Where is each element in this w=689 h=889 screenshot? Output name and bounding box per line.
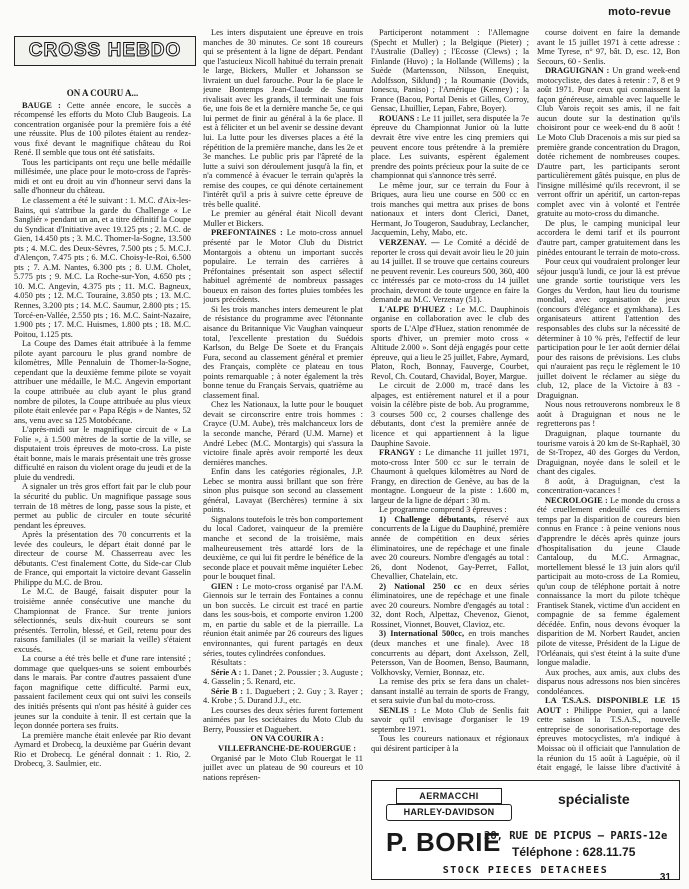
paragraph-text: course doivent en faire la demande avant le 15 juillet 1971 à cette adresse : Mme Tyrese, n° 97, bât. D, esc. 12, Bon Secours, 60 - Senlis. (537, 28, 680, 66)
paragraph-lead: LA T.S.A.S. DISPONIBLE LE 15 AOUT : (537, 696, 680, 715)
paragraph-lead: BAUGE : (22, 100, 61, 110)
paragraph-lead: GIEN : (211, 581, 239, 591)
paragraph (537, 66, 680, 219)
paragraph (537, 696, 680, 772)
paragraph-lead: DRAGUIGNAN : (545, 66, 610, 76)
paragraph-text: 1. Daguebert ; 2. Guy ; 3. Rayer ; 4. Krobe ; 5. Durand J.J., etc. (203, 686, 363, 706)
paragraph-text: Résultats : (211, 658, 247, 668)
paragraph-text: en trois manches (deux manches et une finale). Avec 18 concurrents au départ, dont Axelsson, Zell, Petersson, Van de Boomen, Benso, Baumann, Volkhovsky, Vernier, Bonnaz, etc. (371, 629, 529, 677)
paragraph-text: Le Comité a décidé de reporter le cross qui devait avoir lieu le 20 juin au 14 juillet. Il se trouve que certains coureurs ne peuvent revenir. Les coureurs 500, 360, 400 cc intéressés par ce moto-cross du 14 juillet prochain, devront de toute urgence en faire la demande au M.C. Verzenay (51). (371, 238, 529, 305)
paragraph-text: Si les trois manches inters demeurent le plat de résistance du programme avec l'étonnante aisance du Britannique Vic Vaughan vainqueur total, l'excellente prestation du Suédois Karlson, du Belge De Soete et du Français Fura, second au classement général et premier des Français, complète ce plateau en tous points remarquable ; à noter également la très bonne tenue du Français Servais, quatrième au classement final. (203, 304, 363, 400)
paragraph-text: Le premier au général était Nicoll devant Muller et Bickers. (203, 209, 363, 228)
paragraph-text: Le monde du cross a été cruellement endeuillé ces derniers temps par la disparition de coureurs bien connus en France : à peine venions nous d'apprendre le décès après quinze jours d'hospitalisation du jeune Claude Cantaloup, du M.C. Armagnac, mortellement blessé le 13 juin alors qu'il participait au moto-cross de La Romieu, qu'un coup de téléphone portait à notre connaissance la mort du pilote tchèque Frantisek Stanek, victime d'un accident en compagnie de sa femme également décédée. Enfin, nous devons évoquer la disparition de M. Norbert Raudet, ancien pilote de vitesse, Président de la Ligue de l'Orléanais, qui s'est éteint à la suite d'une longue maladie. (537, 495, 680, 668)
paragraph (537, 429, 680, 477)
paragraph-text: Chez les Nationaux, la lutte pour le bouquet devait se circonscrire entre trois hommes : Crayce (U.M. Aube), très malchanceux lors de la seconde manche, Pérard (U.M. Marne) et André Lebec (M.C. Montargis) qui s'assura la victoire finale après avoir remporté les deux dernières manches. (203, 400, 363, 467)
paragraph-text: Tous les participants ont reçu une belle médaille millésimée, une place pour le moto-cross de l'après-midi et ont eu droit au vin d'honneur servi dans la salle d'honneur du château. (14, 157, 191, 196)
paragraph-text: Les courses des deux séries furent fortement animées par les sociétaires du Moto Club du Berry, Poussier et Daguebert. (203, 705, 363, 734)
paragraph-text: Participeront notamment : l'Allemagne (Specht et Muller) ; la Belgique (Pieter) ; l'Australie (Dalley) ; l'Ecosse (Clews) ; la Finlande (Huvo) ; la Hollande (Willems) ; la Suède (Martensson, Nilsson, Enequist, Adolfsson, Siklund) ; la Roumanie (Dovids, Ionescu, Paniso) ; l'Amérique (Kenney) ; la France (Bacou, Portal Denis et Gilles, Corroy, Gensac, Lhuillier, Lepan, Fabre, Boyer). (371, 28, 529, 114)
paragraph-lead: 3) International 500cc, (379, 629, 465, 639)
paragraph-lead: NECROLOGIE : (545, 495, 608, 505)
paragraph-text: L'après-midi sur le magnifique circuit de « La Folie », à 1.500 mètres de la sortie de la ville, se disputaient trois épreuves de moto-cross. La piste était bonne, mais le marais présentait une très grosse difficulté en raison du violent orage du jeudi et de la pluie du vendredi. (14, 425, 191, 482)
paragraph-lead: 2) National 250 cc (379, 581, 462, 591)
paragraph-text: Nous nous retrouverons nombreux le 8 août à Draguignan et nous ne le regretterons pas ! (537, 400, 680, 429)
paragraph (371, 28, 529, 114)
paragraph (371, 381, 529, 448)
paragraph-lead: 1) Challenge débutants, (379, 514, 476, 524)
paragraph (203, 209, 363, 228)
paragraph (14, 731, 191, 769)
paragraph-text: Le Moto Club de Senlis fait savoir qu'il envisage d'organiser le 19 septembre 1971. (371, 705, 529, 734)
paragraph (537, 28, 680, 66)
subheading-text: ON VA COURIR A : (250, 734, 324, 744)
paragraph-lead: Série A : (211, 667, 242, 677)
paragraph-text: Draguignan, plaque tournante du tourisme varois à 20 km de St-Raphaël, 30 de St-Tropez, 40 des Gorges du Verdon, Draguignan, noyée dans le soleil et le chant des cigales. (537, 428, 680, 477)
paragraph (14, 425, 191, 482)
section-title-box (14, 36, 196, 66)
paragraph (203, 515, 363, 582)
paragraph-text: Le M.C. Dauphinois organise en collaboration avec le club des sports de L'Alpe d'Huez, station renommée de sports d'hiver, un premier moto cross « Altitude 2.000 ». Sont déjà engagés pour cette épreuve, qui a lieu le 25 juillet, Fabre, Aymard, Platon, Roch, Bonnay, Fauverge, Courbet, Revol, Ch. Coutard, Chavidal, Boyer, Margue. (371, 304, 529, 381)
paragraph (203, 706, 363, 735)
paragraph (371, 706, 529, 735)
column-3 (371, 28, 529, 772)
paragraph (537, 257, 680, 400)
ad-brand-aermacchi: AERMACCHI (396, 788, 502, 804)
paragraph-text: Le classement a été le suivant : 1. M.C. d'Aix-les-Bains, qui s'attribue la garde du Challenge « Le Sangliér » pendant un an, et a titre définitif la Coupe du Syndicat d'Initiative avec 19.125 pts ; 2. M.C. de Gien, 14.450 pts ; 3. M.C. Thomer-la-Sogne, 13.500 pts ; 4. M.C. des Deux-Sèvres, 7.500 pts ; 5. M.C.J. d'Alençon, 7.475 pts ; 6. M.C. Choisy-le-Roi, 6.500 pts ; 7. A.M. Nantes, 6.300 pts ; 8. U.M. Cholet, 5.775 pts ; 9. M.C. La Roche-sur-Yon, 4.650 pts ; 10. M.C. Angevin, 4.375 pts ; 11. M.C. Bagneux, 4.050 pts ; 12. M.C. Touraine, 3.850 pts ; 13. M.C. Rennes, 3.200 pts ; 14. M.C. Saumur, 2.800 pts ; 15. Torcé-en-Vallée, 2.550 pts ; 16. M.C. Saint-Nazaire, 1.900 pts ; 17. M.C. Huismes, 1.800 pts ; 18. M.C. Poitou, 1.125 pts. (14, 196, 191, 339)
paragraph-lead: PREFONTAINES : (211, 228, 283, 238)
paragraph (14, 530, 191, 587)
paragraph-text: Le M.C. de Baugé, faisait disputer pour la troisième année consécutive une manche du Championnat de France. Sur trente juniors sélectionnés, seuls dix-huit coureurs se sont présentés. Terrolin, blessé, et Geil, retenu pour des raisons familiales (il se mariait la veille) s'étaient excusés. (14, 587, 191, 654)
paragraph-lead: VERZENAY. — (379, 238, 440, 248)
paragraph-text: Philippe Pomier, qui a lancé cette saison la T.S.A.S., nouvelle entreprise de sonorisation-reportage des épreuves motocyclistes, m'a indiqué à Moissac où il officiait que l'annulation de la réunion du 15 août à Laguépie, où il était engagé, le laisse libre d'activité à (537, 705, 680, 772)
paragraph-text: Le même jour, sur ce terrain du Four à Briques, aura lieu une course en 500 cc en trois manches qui mettra aux prises de bons nationaux et inters dont Clerici, Danet, Hermant, Jo Tougeron, Saudubray, Leclancher, Jacquemin, Lehy, Mabo, etc. (371, 180, 529, 238)
section-title: CROSS HEBDO (28, 40, 182, 61)
paragraph (203, 582, 363, 658)
paragraph (537, 496, 680, 668)
paragraph-text: Organisé par le Moto Club Rouergat le 11 juillet avec un plateau de 90 coureurs et 10 nations représen- (203, 753, 363, 782)
paragraph-text: Le circuit de 2.000 m, tracé dans les alpages, est entièrement naturel et il a pour voisin la célèbre piste de bob. Au programme, 3 courses 500 cc, 2 courses challenge des débutants, dont c'est la première année de licence et qui appartiennent à la ligue Dauphine Savoie. (371, 381, 529, 448)
paragraph (14, 482, 191, 530)
paragraph (371, 181, 529, 238)
paragraph (14, 158, 191, 196)
paragraph (203, 658, 363, 668)
subheading-text: VILLEFRANCHE-DE-ROUERGUE : (218, 744, 356, 754)
paragraph (371, 582, 529, 630)
paragraph (203, 28, 363, 209)
paragraph (203, 228, 363, 304)
paragraph (537, 668, 680, 697)
column-1 (14, 86, 191, 878)
paragraph (371, 238, 529, 305)
paragraph-text: De plus, le camping municipal leur accordera le demi tarif et ils pourront d'autre part, camper gratuitement dans les pinèdes entourant le terrain de moto-cross. (537, 218, 680, 257)
column-4-body (537, 28, 680, 772)
paragraph-text: Les inters disputaient une épreuve en trois manches de 30 minutes. Ce sont 18 coureurs qui se présentent à la ligne de départ. Pendant que l'astucieux Nicoll habitué du terrain prenait le large, Bickers, Muller et Johansson se livraient un duel farouche. Pour la 6e place le jeune Bontemps Jean-Claude de Saumur rivalisait avec les grands, il terminait une fois 6e, une fois 8e et la dernière manche 5e, ce qui lui permet de finir au général à la 6e place. Il est à féliciter et un bel avenir se dessine devant lui. La lutte pour les diverses places a été la répétition de la première manche, dans les 2e et 3e manches. Le public pris par l'âpreté de la lutte a suivi son déroulement jusqu'à la fin, et n'a commencé à évacuer le terrain qu'après la remise des coupes, ce qui dénote certainement l'intérêt qu'il a pris à suivre cette épreuve de très belle qualité. (203, 28, 363, 209)
ad-phone: Téléphone : 628.11.75 (512, 845, 636, 859)
paragraph-text: réservé aux concurrents de la Ligue du Dauphiné, première année de compétition en deux séries éliminatoires, une de repéchage et une finale avec 20 coureurs. Nombre d'engagés au total : 26, dont Nodenot, Gay-Perret, Fallot, Chevallier, Chatelain, etc. (371, 514, 529, 582)
paragraph-lead: SENLIS : (379, 705, 417, 715)
paragraph-lead: Série B : (211, 686, 244, 696)
paragraph-text: A signaler un très gros effort fait par le club pour la sécurité du public. Un magnifique passage sous terrain de 18 mètres de long, passe sous la piste, et permet au public de circuler en toute sécurité pendant les épreuves. (14, 482, 191, 530)
column-3-body (371, 28, 529, 754)
column-2 (203, 28, 363, 878)
paragraph-text: en deux séries éliminatoires, une de repéchage et une finale avec 20 coureurs. Nombre d'engagés au total : 32, dont Roch, Alpettaz, Chevenoz, Gienot, Rossinet, Vionnet, Bouvet, Clavioz, etc. (371, 581, 529, 629)
ad-address: 28, RUE DE PICPUS – PARIS-12e (484, 830, 668, 842)
paragraph (371, 305, 529, 381)
paragraph (371, 515, 529, 582)
paragraph-text: Le moto-cross annuel présenté par le Motor Club du District Montargois a obtenu un important succès populaire. Le terrain des carrières à Préfontaines présentait son aspect sélectif habituel agrémenté de nombreux passages boueux en raison des fortes pluies tombées les jours précédents. (203, 228, 363, 305)
column-1-body (14, 101, 191, 769)
paragraph-text: Le 11 juillet, sera disputée la 7e épreuve du Championnat Junior où la lutte devrait être vive entre les cinq premiers qui peuvent encore tous prétendre à la première place. Les suivants, espèrent également prendre des points précieux pour la suite de ce championnat qui s'annonce très serré. (371, 113, 529, 181)
paragraph-text: Tous les coureurs nationaux et régionaux qui désirent participer à la (371, 734, 529, 754)
paragraph (203, 467, 363, 515)
column-4 (537, 28, 680, 772)
paragraph-lead: ROUANS : (379, 113, 420, 123)
column-1-heading: ON A COURU A... (66, 88, 139, 98)
subheading (203, 734, 363, 744)
paragraph-text: Le moto-cross organisé par l'A.M. Giennois sur le terrain des Fontaines a connu un bon succès. Le circuit est tracé en partie dans les sous-bois, et comporte environ 1.200 m, en partie du sable et de la pierraille. La réunion était animée par 26 coureurs des ligues environnantes, qui furent partagés en deux séries, toutes cylindrées confondues. (203, 581, 363, 658)
paragraph (537, 477, 680, 496)
paragraph (14, 339, 191, 425)
paragraph-text: Le programme comprend 3 épreuves : (379, 505, 507, 515)
ad-shop-name: P. BORIE (386, 827, 501, 857)
paragraph-text: Aux proches, aux amis, aux clubs des disparus nous adressons nos bien sincères condoléances. (537, 667, 680, 696)
ad-brand-harley-davidson: HARLEY-DAVIDSON (386, 804, 512, 821)
paragraph (203, 668, 363, 687)
paragraph-text: La Coupe des Dames était attribuée à la femme pilote ayant parcouru le plus grand nombre de kilomètres, Mlle Pennaluin de Thomer-la-Sogne, cependant que la deuxième femme pilote se voyait attribuer une médaille, le M.C. Angevin emportant la coupe attribuée au club ayant le plus grand nombre de pilotes, la Coupe attribuée au plus vieux pilote était enlevée par « Papa Régis » de Nantes, 52 ans, venu avec sa 125 Motobécane. (14, 339, 191, 425)
paragraph (14, 101, 191, 158)
paragraph (203, 400, 363, 467)
paragraph (371, 114, 529, 181)
paragraph-text: La première manche était enlevée par Rio devant Aymard et Drobecq, la deuxième par Guérin devant Rio et Drobecq. Le général donnait : 1. Rio, 2. Drobecq, 3. Saulmier, etc. (14, 730, 191, 769)
paragraph (371, 505, 529, 515)
paragraph (537, 400, 680, 429)
paragraph (371, 448, 529, 505)
paragraph (203, 754, 363, 783)
paragraph-text: Cette année encore, le succès a récompensé les efforts du Moto Club Baugeois. La concentration organisée pour la première fois a été une réussite. Plus de 100 pilotes étaient au rendez-vous fixé devant le magnifique château du Roi René. Il semble que tous ont été satisfaits. (14, 100, 191, 158)
paragraph-text: Signalons toutefois le très bon comportement du local Cadoret, vainqueur de la première manche et second de la troisième, mais malheureusement très attardé lors de la deuxième, ce qui lui fit perdre le bénéfice de la seconde place et pouvait même inquiéter Lebec pour le bouquet final. (203, 514, 363, 582)
paragraph (371, 629, 529, 677)
page-number: 31 (659, 872, 671, 883)
paragraph (14, 654, 191, 730)
paragraph-text: Le dimanche 11 juillet 1971, moto-cross Inter 500 cc sur le terrain de Chaumont à quelques kilomètres au Nord de Frangy, en direction de Genève, au bas de la montagne. Longueur de la piste : 1.600 m, largeur de la ligne de départ : 30 m. (371, 448, 529, 505)
paragraph-text: Un grand week-end motocycliste, des dates à retenir : 7, 8 et 9 août 1971. Pour ceux qui connaissent la façon généreuse, aimable avec laquelle le Club Varois reçoit ses amis, il ne fait aucun doute sur la destination qu'ils choisiront pour ce week-end du 8 août ! Le Moto Club Dracenois a mis sur pied sa première grande concentration du Dragon, dotée richement de nombreuses coupes. D'autre part, les participants seront particulièrement gâtés puisque, en plus de l'insigne millésimé qu'ils recevront, il se verront offrir un apéritif, un carton-repas complet avec vin à volonté et l'entrée gratuite au moto-cross du dimanche. (537, 66, 680, 219)
paragraph (203, 305, 363, 400)
paragraph-text: Après la présentation des 70 concurrents et la levée des couleurs, le départ était donné par le directeur de course M. Chasserreau avec les débutants. C'est finalement Cotte, du Side-car Club de France, qui emportait la victoire devant Gasselin Philippe du M.C. de Brou. (14, 530, 191, 587)
ad-stock-line: STOCK PIECES DETACHEES (442, 865, 609, 876)
paragraph-text: La remise des prix se fera dans un chalet-dansant installé au terrain de sports de Frangy, et sera suivie d'un bal du moto-cross. (371, 677, 529, 706)
advertisement-borie (371, 780, 680, 880)
paragraph (14, 196, 191, 339)
ad-tagline: spécialiste (558, 791, 630, 807)
paragraph (14, 587, 191, 654)
paragraph-text: Pour ceux qui voudraient prolonger leur séjour jusqu'à lundi, ce jour là est prévue une grande sortie touristique vers les Gorges du Verdon, haut lieu du tourisme mondial, avec organisation de jeux (concours d'élégance et gymkhana). Les organisateurs attirent l'attention des responsables des clubs sur la nécessité de déterminer à 10 % près, l'effectif de leur participation pour le 1er août dernier délai pour des raisons de prévisions. Les clubs qui n'auraient pas reçu le règlement le 10 juillet doivent le réclamer au siège du club, 12, place de la Victoire à 83 - Draguignan. (537, 257, 680, 400)
running-head: moto-revue (608, 6, 671, 18)
paragraph (371, 734, 529, 753)
paragraph-lead: FRANGY : (379, 448, 422, 458)
paragraph-text: La course a été très belle et d'une rare intensité ; dommage que quelques-uns se soient embourbés dans le marais. Par contre d'autres passaient d'une façon magnifique cette difficulté. Parmi eux, passaient facilement ceux qui ont suivi les conseils des initiés présents qui n'ont pas hésité à guider ces jeunes sur la conduite à tenir. Il est certain que la leçon donnée portera ses fruits. (14, 654, 191, 731)
paragraph-text: 1. Danet ; 2. Poussier ; 3. Auguste ; 4. Gasselin ; 5. Renard, etc. (203, 667, 363, 687)
paragraph-text: 8 août, à Draguignan, c'est la concentration-vacances ! (537, 476, 680, 496)
paragraph-lead: L'ALPE D'HUEZ : (379, 304, 453, 314)
paragraph (203, 687, 363, 706)
subheading (203, 744, 363, 754)
paragraph (537, 219, 680, 257)
paragraph-text: Enfin dans les catégories régionales, J.P. Lebec se montra aussi brillant que son frère sinon plus puisque son second au classement général, Lavayat (Berchères) termine à six points. (203, 467, 363, 515)
column-2-body (203, 28, 363, 782)
paragraph (371, 677, 529, 706)
